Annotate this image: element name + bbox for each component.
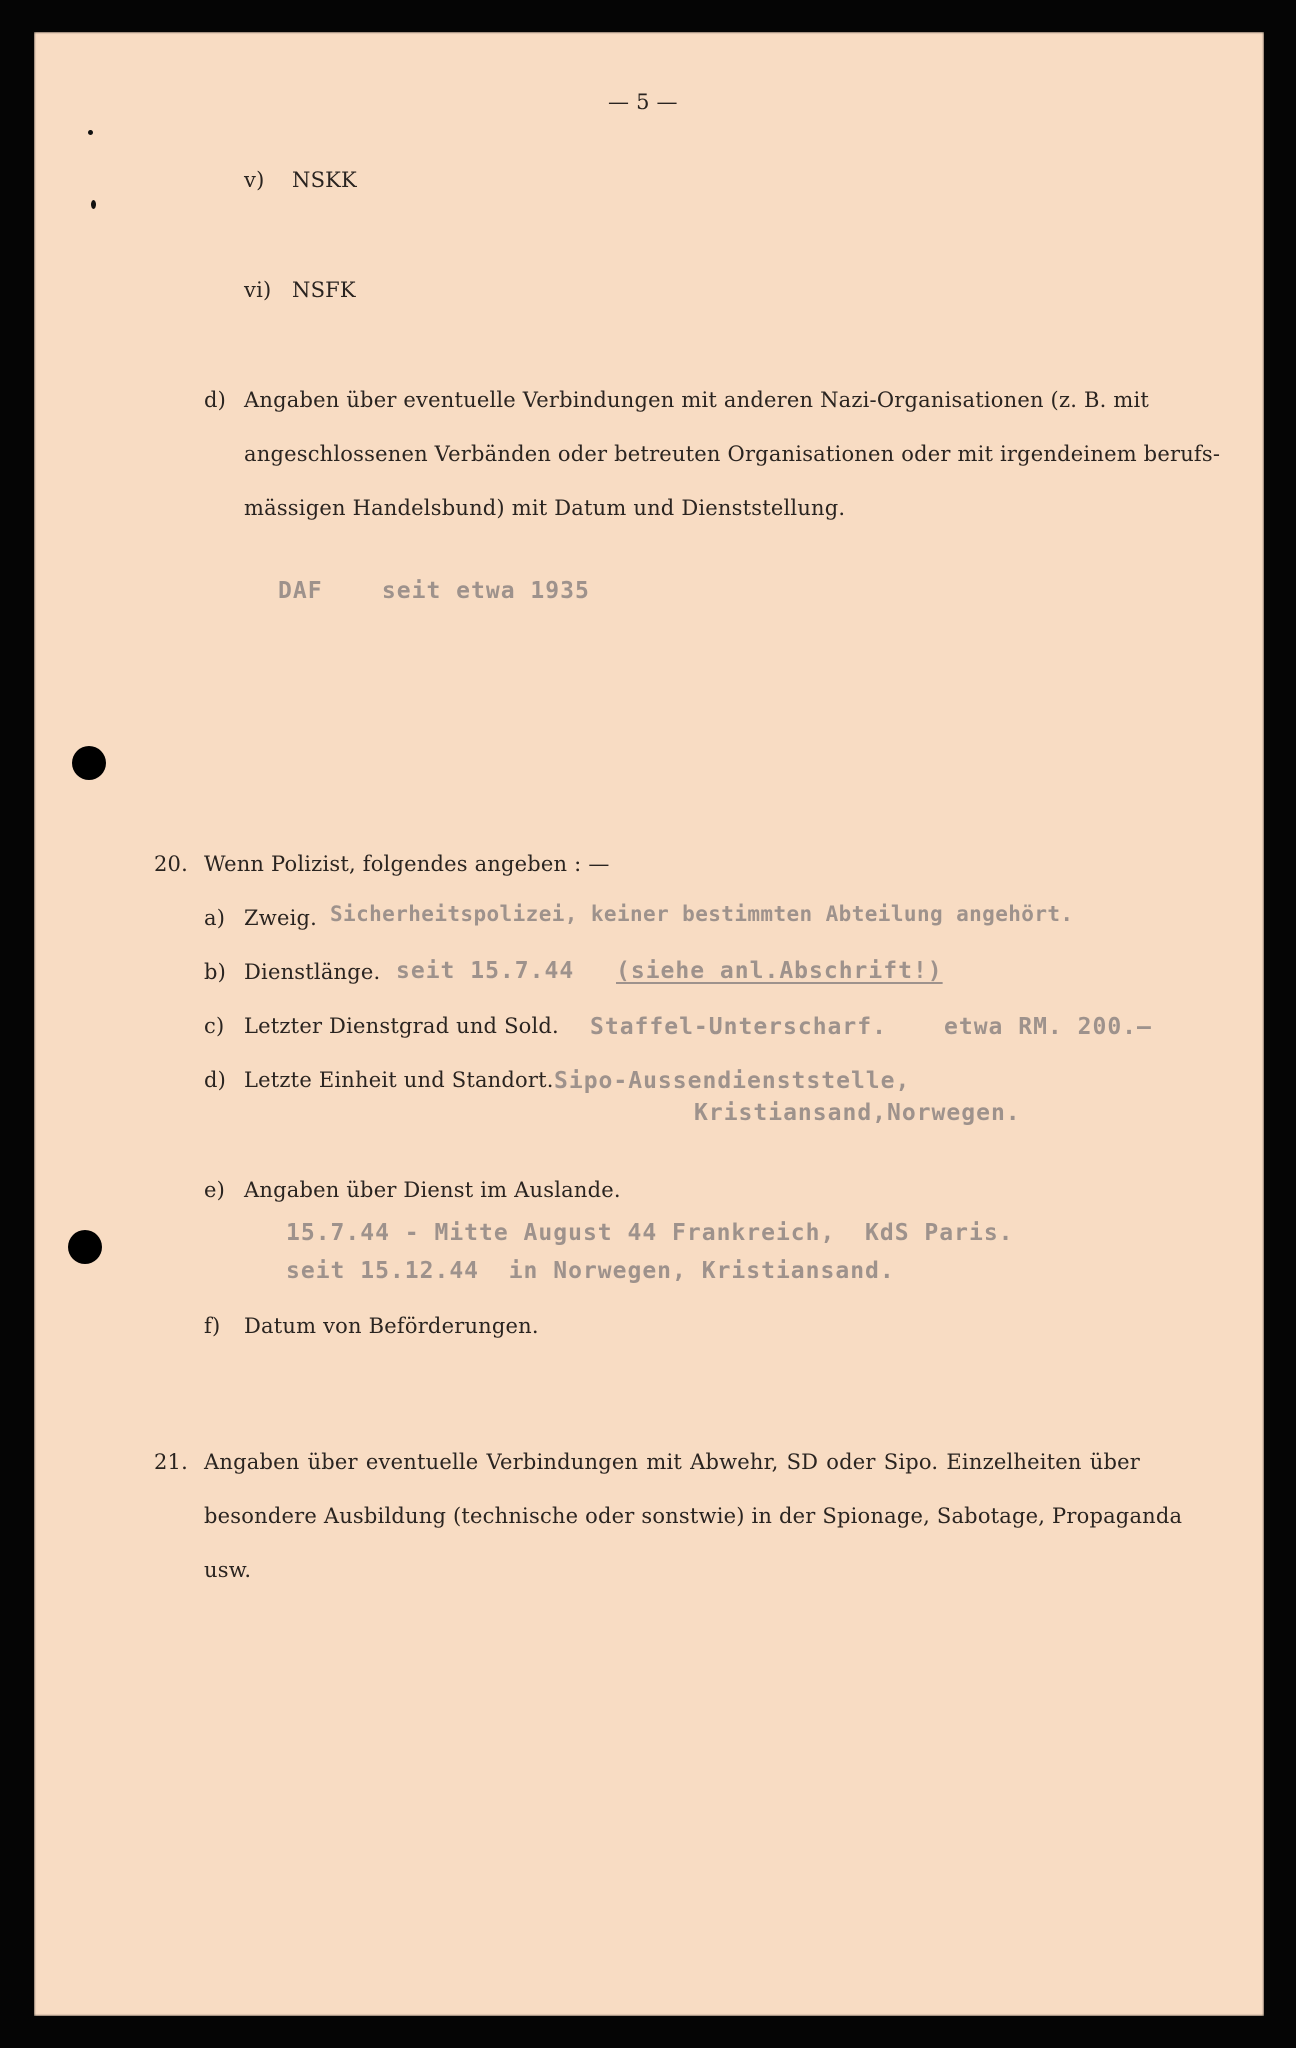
q21-line1: Angaben über eventuelle Verbindungen mit Abwehr, SD oder Sipo. Einzelheiten über <box>204 1450 1140 1474</box>
item-d-line3: mässigen Handelsbund) mit Datum und Dienststellung. <box>244 496 846 520</box>
q20-b-label: b) <box>204 960 227 984</box>
q21-line2: besondere Ausbildung (technische oder sonstwie) in der Spionage, Sabotage, Propaganda <box>204 1504 1183 1528</box>
q20-b-text: Dienstlänge. <box>244 960 381 984</box>
q21-number: 21. <box>154 1450 188 1474</box>
item-d-line1: Angaben über eventuelle Verbindungen mit anderen Nazi-Organisationen (z. B. mit <box>244 388 1150 412</box>
punch-hole <box>72 746 106 780</box>
q20-c-answer2: etwa RM. 200.— <box>944 1014 1152 1040</box>
q20-f-label: f) <box>204 1314 221 1338</box>
q20-e-label: e) <box>204 1178 226 1202</box>
q20-d-text: Letzte Einheit und Standort. <box>244 1068 554 1092</box>
q20-a-label: a) <box>204 906 226 930</box>
q20-text: Wenn Polizist, folgendes angeben : — <box>204 852 610 876</box>
q20-b-answer: seit 15.7.44 <box>396 958 575 984</box>
page-number: — 5 — <box>608 90 678 114</box>
q20-a-answer: Sicherheitspolizei, keiner bestimmten Abteilung angehört. <box>330 902 1074 926</box>
item-d-answer: DAF seit etwa 1935 <box>278 578 590 604</box>
q20-d-answer-line1: Sipo-Aussendienststelle, <box>554 1068 911 1094</box>
item-d-line2: angeschlossenen Verbänden oder betreuten Organisationen oder mit irgendeinem berufs- <box>244 442 1221 466</box>
item-v-label: v) <box>244 168 265 192</box>
q20-c-text: Letzter Dienstgrad und Sold. <box>244 1014 559 1038</box>
q20-e-answer-line1: 15.7.44 - Mitte August 44 Frankreich, KdS Paris. <box>286 1220 1014 1246</box>
q20-c-answer: Staffel-Unterscharf. <box>590 1014 887 1040</box>
item-v-text: NSKK <box>292 168 357 192</box>
item-vi-text: NSFK <box>292 278 356 302</box>
q20-c-label: c) <box>204 1014 225 1038</box>
q20-e-answer-line2: seit 15.12.44 in Norwegen, Kristiansand. <box>286 1258 895 1284</box>
q20-d-answer-line2: Kristiansand,Norwegen. <box>694 1100 1021 1126</box>
document-page <box>34 32 1264 2016</box>
speck-mark <box>91 200 96 209</box>
q20-b-answer-note: (siehe anl.Abschrift!) <box>616 958 943 984</box>
item-d-label: d) <box>204 388 227 412</box>
q21-line3: usw. <box>204 1558 252 1582</box>
item-vi-label: vi) <box>244 278 272 302</box>
q20-number: 20. <box>154 852 188 876</box>
punch-hole <box>68 1230 102 1264</box>
q20-d-label: d) <box>204 1068 227 1092</box>
q20-e-text: Angaben über Dienst im Auslande. <box>244 1178 621 1202</box>
q20-a-text: Zweig. <box>244 906 318 930</box>
speck-mark <box>88 130 93 135</box>
q20-f-text: Datum von Beförderungen. <box>244 1314 539 1338</box>
